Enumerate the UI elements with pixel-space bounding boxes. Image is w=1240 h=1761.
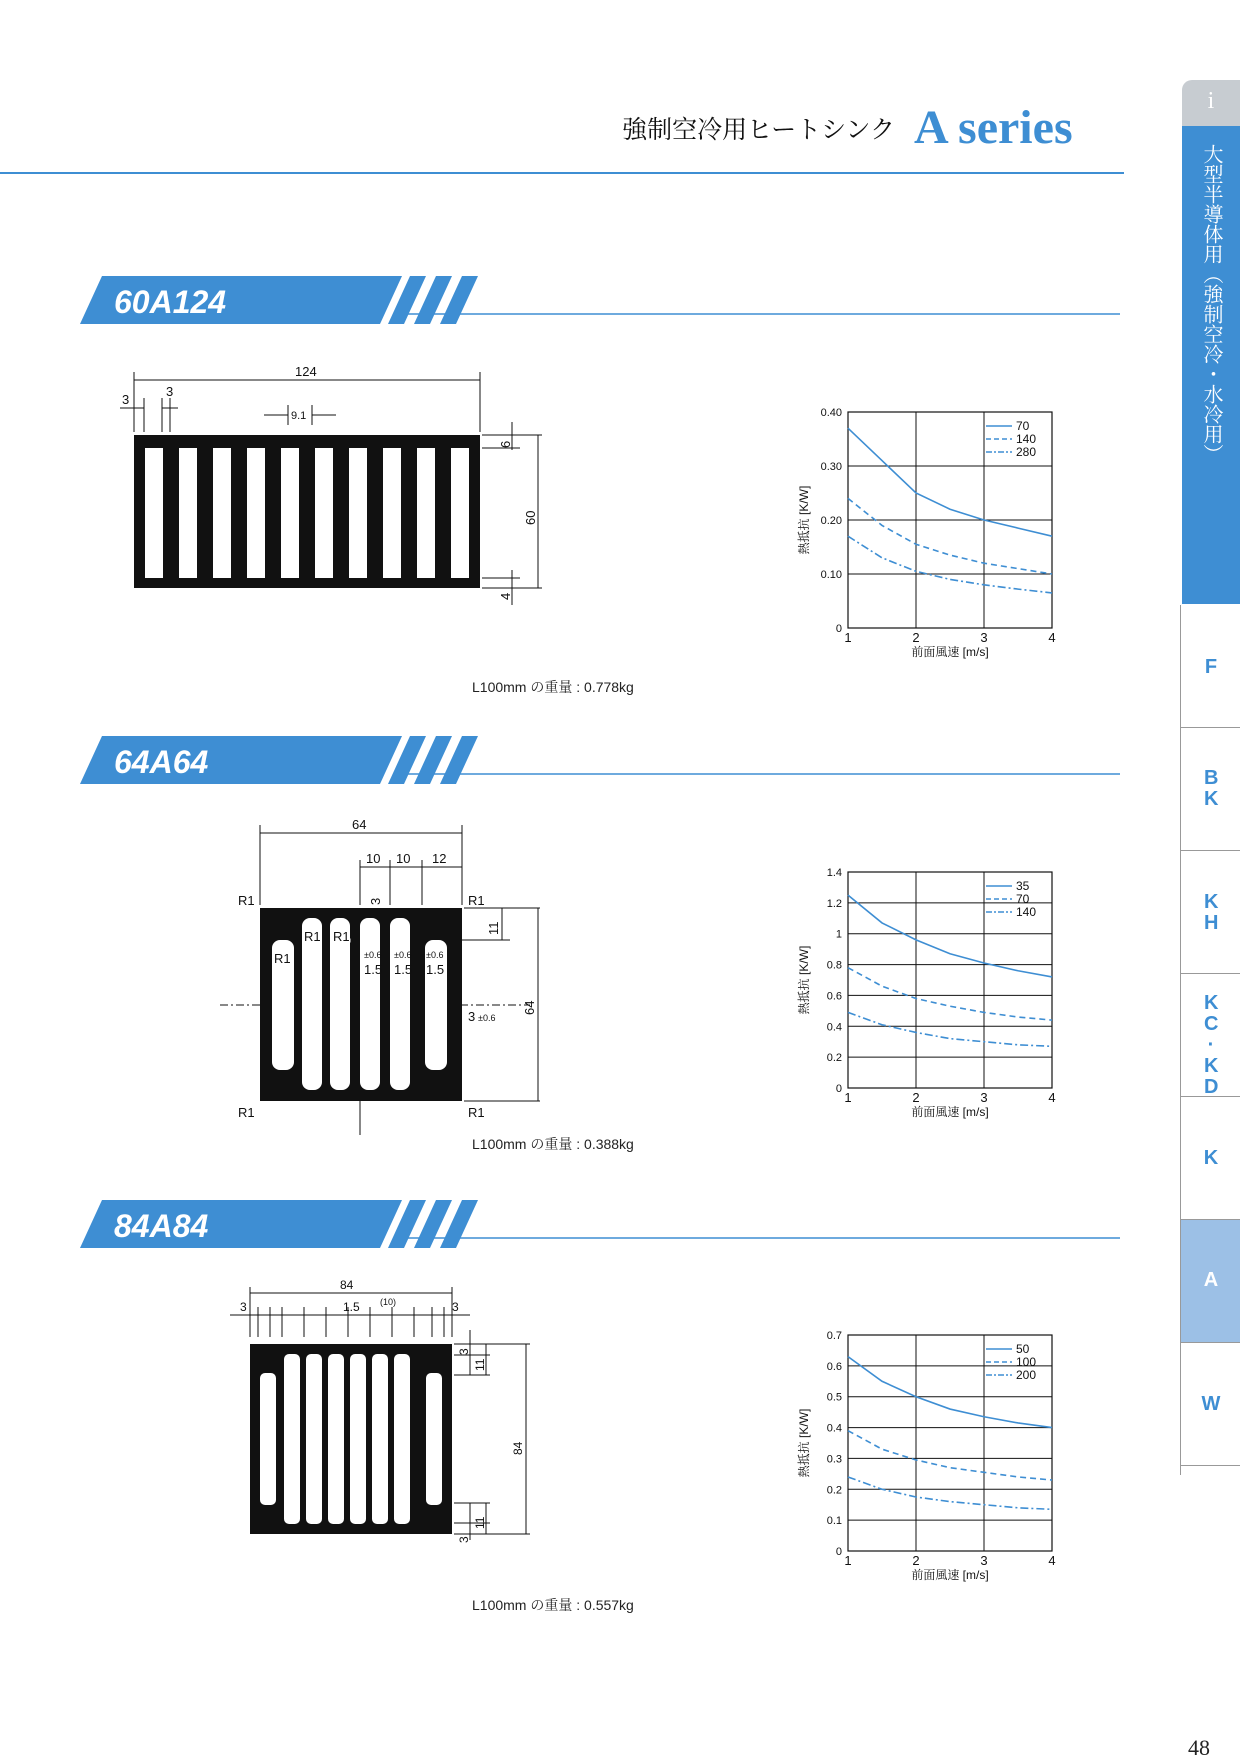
y-tick-label: 0.40: [820, 407, 842, 419]
drawing-64A64: [220, 815, 540, 1135]
dim-label: 11: [486, 921, 501, 935]
y-axis-label: 熱抵抗 [K/W]: [797, 1408, 811, 1478]
y-tick-label: 0.10: [820, 569, 842, 581]
dim-label: 11: [473, 1516, 487, 1529]
section-title-1: 60A124: [114, 284, 227, 320]
dim-label: 6: [498, 440, 513, 448]
y-tick-label: 0.6: [826, 1360, 842, 1373]
y-tick-label: 0: [835, 1083, 842, 1095]
fin-slot: [350, 1354, 366, 1524]
dim-label: 64: [522, 1000, 537, 1015]
dim-label: ±0.6: [426, 950, 444, 960]
tab-KCKD-label: [1182, 993, 1240, 1098]
dim-label: 9.1: [291, 410, 307, 422]
fin-slot: [426, 1373, 442, 1505]
y-tick-label: 1.4: [826, 867, 842, 879]
legend-label: 140: [1016, 905, 1037, 919]
y-tick-label: 1: [835, 928, 842, 941]
dim-label: 84: [340, 1278, 354, 1292]
y-tick-label: 0.4: [826, 1021, 842, 1034]
x-tick-label: 2: [912, 630, 920, 645]
dim-label: 1.5: [343, 1300, 360, 1314]
drawing-84A84: [230, 1275, 540, 1545]
y-axis-label: 熱抵抗 [K/W]: [797, 485, 811, 555]
dim-label: 124: [295, 364, 317, 379]
x-tick-label: 3: [980, 1553, 988, 1568]
fin-slot: [390, 918, 413, 1090]
dim-label: 12: [432, 851, 447, 866]
dim-label: 3: [122, 392, 130, 407]
y-tick-label: 0.30: [820, 461, 842, 473]
tab-category-label: 大型半導体用（強制空冷・水冷用）: [1200, 144, 1222, 464]
dim-label: 3: [468, 1009, 476, 1024]
fin-slot: [284, 1354, 300, 1524]
dim-label: 1.5: [426, 962, 445, 977]
tab-F-label: F: [1204, 656, 1218, 678]
page-header-title: 強制空冷用ヒートシンク: [622, 116, 895, 144]
y-tick-label: 0.20: [820, 515, 842, 527]
tab-KCKD-text: KC·KD: [1204, 992, 1219, 1098]
dim-label: ±0.6: [394, 950, 412, 960]
legend-label: 70: [1016, 419, 1030, 433]
series-line-100: [848, 1431, 1052, 1480]
dim-label: 3: [452, 1300, 459, 1314]
dim-label: 3: [166, 384, 174, 399]
series-line-280: [848, 536, 1052, 593]
series-title: A series: [914, 101, 1073, 154]
section-banner-1: [80, 276, 1125, 328]
y-tick-label: 0.6: [826, 990, 842, 1003]
tab-BK-text: BK: [1204, 767, 1219, 810]
y-tick-label: 0.2: [826, 1484, 842, 1497]
fin-slot: [145, 448, 163, 578]
fin-slot: [383, 448, 401, 578]
dim-label: ±0.6: [478, 1013, 496, 1023]
fin-slot: [260, 1373, 276, 1505]
dim-label: 64: [352, 817, 367, 832]
fin-slot: [213, 448, 231, 578]
series-line-200: [848, 1477, 1052, 1509]
fin-slot: [372, 1354, 388, 1524]
header-rule: [0, 172, 1124, 174]
dim-label: R1: [274, 951, 291, 966]
x-tick-label: 2: [912, 1553, 920, 1568]
tab-KH-label: [1182, 892, 1240, 934]
drawing-60A124: [110, 360, 560, 640]
tab-K-label: K: [1203, 1147, 1219, 1169]
fin-slot: [451, 448, 469, 578]
page-number: 48: [1188, 1735, 1210, 1760]
dim-label: R1: [238, 1105, 255, 1120]
section-banner-3: [80, 1200, 1125, 1252]
x-tick-label: 3: [980, 1090, 988, 1105]
thermal-resistance-chart-64A64: [780, 855, 1080, 1135]
x-tick-label: 1: [844, 630, 852, 645]
weight-60A124: L100mm の重量 : 0.778kg: [472, 679, 634, 695]
tab-BK-label: [1182, 768, 1240, 810]
section-title-2: 64A64: [114, 744, 209, 780]
thermal-resistance-chart-60A124: [780, 395, 1080, 675]
x-axis-label: 前面風速 [m/s]: [911, 645, 989, 659]
fin-slot: [306, 1354, 322, 1524]
x-axis-label: 前面風速 [m/s]: [911, 1105, 989, 1119]
dim-label: 11: [473, 1358, 487, 1371]
dim-label: R1: [304, 929, 321, 944]
dim-label: 10: [396, 851, 411, 866]
dim-label: 3: [457, 1536, 471, 1543]
legend-label: 50: [1016, 1342, 1030, 1356]
x-tick-label: 4: [1048, 1553, 1056, 1568]
y-tick-label: 0.4: [826, 1422, 842, 1435]
x-tick-label: 4: [1048, 630, 1056, 645]
y-tick-label: 1.2: [826, 897, 842, 910]
legend-label: 35: [1016, 879, 1030, 893]
dim-label: ±0.6: [364, 950, 382, 960]
fin-slot: [417, 448, 435, 578]
dim-label: 10: [366, 851, 381, 866]
dim-label: R1: [468, 1105, 485, 1120]
series-line-70: [848, 968, 1052, 1020]
fin-slot: [360, 918, 383, 1090]
y-tick-label: 0.2: [826, 1052, 842, 1065]
legend-label: 100: [1016, 1355, 1037, 1369]
fin-slot: [349, 448, 367, 578]
fin-slot: [281, 448, 299, 578]
fin-slot: [328, 1354, 344, 1524]
dim-label: 3: [240, 1300, 247, 1314]
section-title-3: 84A84: [114, 1208, 209, 1244]
dim-label: 84: [511, 1441, 525, 1455]
y-tick-label: 0.3: [826, 1453, 842, 1466]
dim-label: R1: [468, 893, 485, 908]
x-tick-label: 3: [980, 630, 988, 645]
y-tick-label: 0: [835, 1546, 842, 1558]
y-tick-label: 0: [835, 623, 842, 635]
dim-label: 60: [523, 510, 538, 525]
dim-label: R1: [238, 893, 255, 908]
x-tick-label: 2: [912, 1090, 920, 1105]
fin-slot: [394, 1354, 410, 1524]
tab-top-letter: i: [1207, 88, 1215, 114]
y-tick-label: 0.8: [826, 959, 842, 972]
tab-KH-text: KH: [1204, 891, 1219, 934]
dim-label: 1.5: [394, 962, 413, 977]
weight-64A64: L100mm の重量 : 0.388kg: [472, 1136, 634, 1152]
x-axis-label: 前面風速 [m/s]: [911, 1568, 989, 1582]
legend-label: 140: [1016, 432, 1037, 446]
fin-slot: [315, 448, 333, 578]
dim-label: (10): [380, 1297, 397, 1307]
tab-W-label: W: [1201, 1393, 1221, 1415]
x-tick-label: 1: [844, 1553, 852, 1568]
x-tick-label: 4: [1048, 1090, 1056, 1105]
dim-label: 4: [498, 592, 513, 600]
legend-label: 70: [1016, 892, 1030, 906]
y-tick-label: 0.1: [826, 1515, 842, 1528]
x-tick-label: 1: [844, 1090, 852, 1105]
y-tick-label: 0.5: [826, 1391, 842, 1404]
y-tick-label: 0.7: [826, 1330, 842, 1342]
weight-84A84: L100mm の重量 : 0.557kg: [472, 1597, 634, 1613]
dim-label: 3: [368, 897, 383, 905]
y-axis-label: 熱抵抗 [K/W]: [797, 945, 811, 1015]
section-banner-2: [80, 736, 1125, 788]
dim-label: 3: [457, 1348, 471, 1355]
tab-A-label: A: [1203, 1269, 1219, 1291]
legend-label: 280: [1016, 445, 1037, 459]
fin-slot: [247, 448, 265, 578]
legend-label: 200: [1016, 1368, 1037, 1382]
dim-label: 1.5: [364, 962, 383, 977]
thermal-resistance-chart-84A84: [780, 1318, 1080, 1598]
dim-label: R1: [333, 929, 350, 944]
fin-slot: [179, 448, 197, 578]
